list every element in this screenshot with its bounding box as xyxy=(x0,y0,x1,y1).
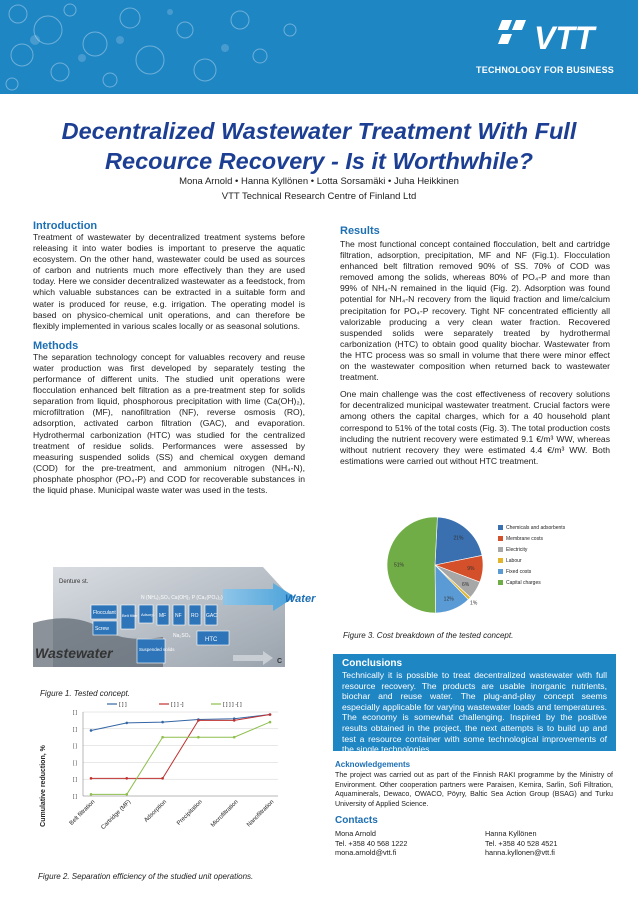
title-line-2: Recource Recovery - Is it Worthwhile? xyxy=(105,148,533,174)
pie-legend-label: Chemicals and adsorbents xyxy=(506,525,566,531)
chem-label: N (NH₄)₂SO₄ Ca(OH)₂ P (Ca₃(PO₄)₂) xyxy=(141,595,223,601)
chart-series-line xyxy=(91,722,270,794)
left-column xyxy=(33,220,305,550)
chart-data-point xyxy=(90,729,93,732)
acknowledgements-text: The project was carried out as part of the Finnish RAKI programme by the Ministry of Environment. Other cooperation partners were Paraisen, Kemira, Sarlin, Sofi Filtration, Aquaminerals, Dewaco, OWACO, Pöyry, Baltic Sea Action Group (BSAG) and Turku University of Applied Science. xyxy=(335,771,613,808)
contact-a-name: Mona Arnold xyxy=(335,829,376,838)
contacts-heading: Contacts xyxy=(335,815,378,826)
water-label: Water xyxy=(285,593,316,605)
chart-y-tick-label: [ ] xyxy=(72,726,77,733)
authors: Mona Arnold • Hanna Kyllönen • Lotta Sorsamäki • Juha Heikkinen xyxy=(179,176,459,187)
chart-data-point xyxy=(161,736,164,739)
pie-slices xyxy=(387,517,483,613)
introduction-text: Treatment of wastewater by decentralized treatment systems before releasing it into water bodies is important to preserve the aquatic ecosystem. On the other hand, wastewater could be used as sources of carbon and nutrients much more effectively than they are used today. Here we consider decentralized wastewater as a feedstock, from which valuable substances can be extracted in a suitable form and water is produced for reuse, e.g. irrigation. The operating model is based on physico-chemical unit operations, and can therefore be flexibly implemented in various scales locally or as seasonal solutions. xyxy=(33,232,305,331)
chart-x-tick-label: Belt filtration xyxy=(68,799,97,827)
figure-3-pie-chart xyxy=(340,505,610,623)
chart-data-point xyxy=(269,713,272,716)
figure-1-diagram xyxy=(33,555,323,673)
pie-legend-label: Fixed costs xyxy=(506,569,532,575)
bubble-pattern xyxy=(0,0,330,94)
chart-x-tick-label: Adsorption xyxy=(143,799,169,824)
chart-data-point xyxy=(233,736,236,739)
right-column xyxy=(340,225,610,467)
pie-legend-swatch xyxy=(498,536,503,541)
flocculant-label: Flocculant xyxy=(93,610,116,616)
chart-data-point xyxy=(269,721,272,724)
figure-2-caption: Figure 2. Separation efficiency of the studied unit operations. xyxy=(38,872,254,881)
title-line-1: Decentralized Wastewater Treatment With Full xyxy=(61,118,577,144)
chart-data-point xyxy=(126,722,129,725)
pie-slice-label: 51% xyxy=(393,562,405,569)
chart-series-line xyxy=(91,715,270,731)
legend-label: [ ] ] -] xyxy=(171,702,184,708)
pie-slice-label: 6% xyxy=(462,581,470,588)
pie-legend-label: Membrane costs xyxy=(506,536,543,542)
conclusions-text: Technically it is possible to treat decentralized wastewater with full resource recovery. The products are usable inorganic nutrients, biochar and reuse water. The plug-and-play concept seems especially applicable for varying wastewater loads and temperatures. The economy is somewhat challenging. Inspired by the positive results obtained in the project, the next attempts is to build up and test a resource container with some technological improvements of the single technologies. xyxy=(342,670,607,755)
affiliation: VTT Technical Research Centre of Finland Ltd xyxy=(221,191,417,202)
dentures-label: Denture st. xyxy=(59,579,89,585)
chart-data-point xyxy=(90,793,93,796)
na2so4-label: Na₂SO₄ xyxy=(173,633,191,639)
tagline: TECHNOLOGY FOR BUSINESS xyxy=(476,65,614,75)
pie-legend-swatch xyxy=(498,569,503,574)
chart-y-tick-label: [ ] xyxy=(72,794,77,800)
belt-label: Belt filter xyxy=(122,613,138,618)
htc-label: HTC xyxy=(205,637,218,643)
methods-heading: Methods xyxy=(33,339,79,352)
screw-label: Screw xyxy=(95,626,109,632)
vtt-logo-text: VTT xyxy=(534,20,595,56)
pie-legend-swatch xyxy=(498,558,503,563)
introduction-heading: Introduction xyxy=(33,220,98,232)
figure-3-caption: Figure 3. Cost breakdown of the tested concept. xyxy=(343,631,514,640)
contacts xyxy=(335,815,613,858)
mf-label: MF xyxy=(159,613,167,619)
results-heading: Results xyxy=(340,225,380,237)
chart-data-point xyxy=(90,777,93,780)
pie-legend-swatch xyxy=(498,547,503,552)
conclusions-heading: Conclusions xyxy=(342,658,403,669)
wastewater-label: Wastewater xyxy=(35,645,113,661)
legend-label: [ ] ] ] -[ ] xyxy=(223,702,242,708)
contact-a-tel: Tel. +358 40 568 1222 xyxy=(335,838,408,848)
chart-y-tick-label: [ ] xyxy=(72,777,77,784)
c-label: C xyxy=(277,658,283,665)
chart-x-tick-label: Nanofiltration xyxy=(246,799,276,829)
pie-legend-swatch xyxy=(498,525,503,530)
chart-legend xyxy=(107,702,242,708)
pie-slice-label: 1% xyxy=(470,600,478,607)
pie-legend xyxy=(498,525,566,586)
figure-1-caption: Figure 1. Tested concept. xyxy=(40,689,130,698)
chart-data-point xyxy=(126,777,129,780)
chart-data-point xyxy=(233,719,236,722)
pie-legend-label: Capital charges xyxy=(506,580,541,586)
chart-data-point xyxy=(161,721,164,724)
chart-data-point xyxy=(197,719,200,722)
pie-slice-label: 12% xyxy=(443,596,454,603)
gac-label: GAC xyxy=(206,613,217,619)
pie-legend-label: Labour xyxy=(506,558,522,564)
results-paragraph-1: The most functional concept contained flocculation, belt and cartridge filtration, adsorption, precipitation, MF and NF (Fig.1). Flocculation enhanced belt filtration removed 90% of SS. 70% of COD was removed among the solids, whereas 80% of PO₄-P and more than 99% of NH₄-N remained in the liquid (Fig. 2). Adsorption was found potential for NH₄-N recovery from the liquid fraction and lime/calcium precipitation for PO₄-P recovery. Tight NF concentrated efficiently all valorizable producing a very clean water fraction. Recovered suspended solids were separately treated by hydrothermal carbonization (HTC) to obtain good quality biochar. Wastewater from the HTC process was so small in volume that there were minor effect on the wastewater composition when returned back to wastewater treatment. xyxy=(340,239,610,383)
contact-b-tel: Tel. +358 40 528 4521 xyxy=(485,838,558,848)
chart-x-tick-label: Microfiltration xyxy=(210,799,240,829)
acknowledgements-heading: Acknowledgements xyxy=(335,760,411,769)
conclusions-box xyxy=(333,654,616,755)
chart-ylabel: Cumulative reduction, % xyxy=(40,745,47,827)
chart-series-line xyxy=(91,715,270,779)
chart-data-point xyxy=(126,793,129,796)
chart-plot-area xyxy=(69,710,278,831)
acknowledgements xyxy=(335,760,613,809)
pie-legend-swatch xyxy=(498,580,503,585)
vtt-logo-icon xyxy=(498,16,608,56)
contact-b-email[interactable]: hanna.kyllonen@vtt.fi xyxy=(485,848,555,858)
chart-x-tick-label: Cartridge (MF) xyxy=(100,799,133,832)
chart-data-point xyxy=(197,736,200,739)
legend-label: [ ] ] xyxy=(119,702,127,708)
adsorp-label: Adsorp. xyxy=(141,612,155,617)
contact-b-name: Hanna Kyllönen xyxy=(485,829,537,838)
chart-y-tick-label: [ ] xyxy=(72,710,77,716)
pie-slice-label: 9% xyxy=(467,565,475,572)
results-paragraph-2: One main challenge was the cost effectiveness of recovery solutions for decentralized municipal wastewater treatment. Crucial factors were among others the capital charges, which for a 40 household plant correspond to 51% of the total costs (Fig. 3). The total production costs including the nutrient recovery were estimated 9.1 €/m³ WW, whereas without nutrient recovery they were estimated 4.4 €/m³ WW. Both estimations were carried out without HTC treatment. xyxy=(340,389,610,466)
ro-label: RO xyxy=(191,613,199,619)
header-band xyxy=(0,0,638,94)
chart-x-tick-label: Precipitation xyxy=(176,799,204,827)
contact-a-email[interactable]: mona.arnold@vtt.fi xyxy=(335,848,397,858)
contact-mona-arnold xyxy=(335,829,407,858)
pie-legend-label: Electricity xyxy=(506,547,528,553)
chart-y-tick-label: [ ] xyxy=(72,743,77,750)
chart-data-point xyxy=(161,777,164,780)
contact-hanna-kyllonen xyxy=(485,829,557,858)
suspended-label: Suspended solids xyxy=(139,647,175,652)
poster-title xyxy=(0,116,638,176)
methods-text: The separation technology concept for valuables recovery and reuse water production was first developed by separately testing the performance of different units. The studied unit operations were flocculation enhanced belt filtration as a pre-treatment step for solids separation from liquid, phosphorous precipitation with lime (Ca(OH)₂), microfiltration (MF), nanofiltration (NF), reverse osmosis (RO), adsorption, activated carbon filtration (GAC), and evaporation. Hydrothermal carbonization (HTC) was studied for the centralized treatment of residue solids. Performances were assessed by measuring suspended solids (SS) and chemical oxygen demand (COD) for the pre-treatment, and ammonium nitrogen (NH₄-N), phosphate phosphor (PO₄-P) and COD for recoverable substances in the liquid phase. Municipal waste water was used in the tests. xyxy=(33,351,305,495)
pie-slice-label: 21% xyxy=(453,535,464,542)
chart-y-tick-label: [ ] xyxy=(72,760,77,767)
nf-label: NF xyxy=(175,613,182,619)
figure-2-line-chart xyxy=(33,696,295,872)
